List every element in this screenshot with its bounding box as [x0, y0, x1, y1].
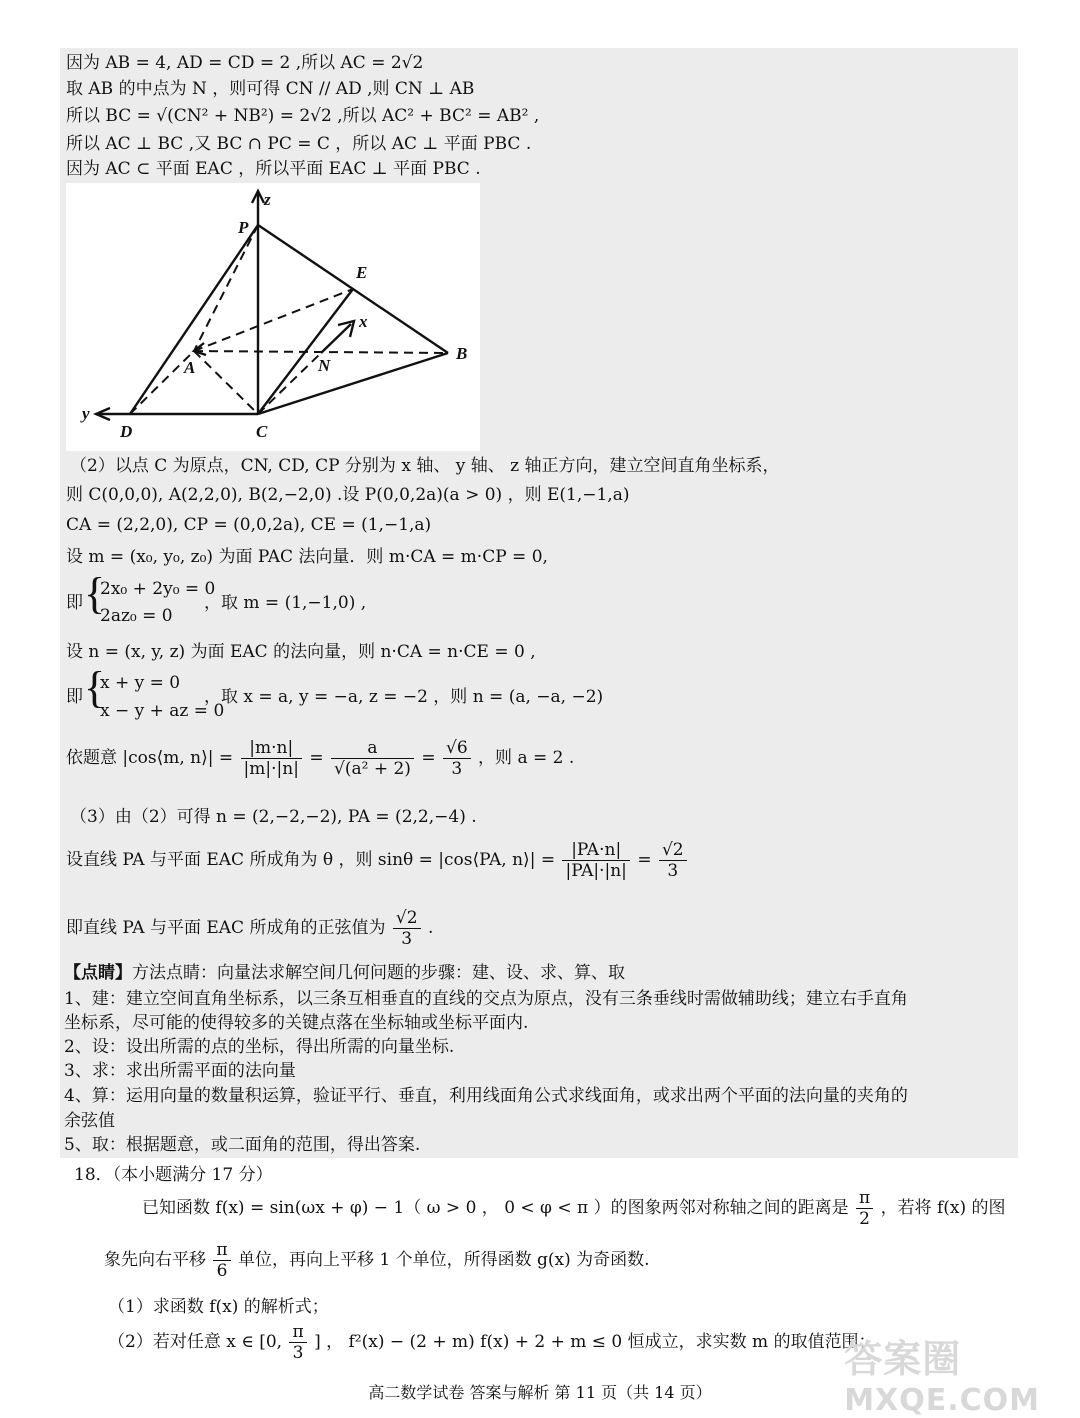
solution-line-1: 因为 AB = 4, AD = CD = 2 ,所以 AC = 2√2: [66, 53, 424, 73]
sin-fraction-1: $\frac{|PA\cdot n|}{|PA|\cdot|n|}$: [562, 840, 629, 881]
label-P: P: [238, 218, 249, 237]
edge-CB: [258, 353, 448, 414]
page-footer: 高二数学试卷 答案与解析 第 11 页（共 14 页）: [368, 1383, 712, 1402]
edge-AC: [194, 351, 258, 414]
solution-line-2: 取 AB 的中点为 N ，则可得 CN // AD ,则 CN ⊥ AB: [66, 79, 475, 99]
system1-tail: ，取 m = (1,−1,0) ,: [204, 593, 367, 613]
sin-fraction-2: $\frac{√2}{3}$: [659, 840, 687, 881]
cos-equation: 依题意 |cos⟨m, n⟩| = $\frac{|m\cdot n|}{|m|\cdot|n|}$ = $\frac{a}{\text{√(a² + 2)}}$ = $\frac{√6}{3}$ ，则 a = 2 .: [66, 738, 575, 779]
problem18-stem-1: 已知函数 f(x) = sin(ωx + φ) − 1（ ω > 0 ， 0 < φ < π ）的图象两邻对称轴之间的距离是 $\frac{\pi}{2}$ ，若将 f(x) 的图: [142, 1188, 1006, 1229]
part3-sin-equation: 设直线 PA 与平面 EAC 所成角为 θ ，则 sinθ = |cos⟨PA, n⟩| = $\frac{|PA\cdot n|}{|PA|\cdot|n|}$ = $\frac{√2}{3}$: [66, 840, 689, 881]
tip-step-4a: 4、算：运用向量的数量积运算，验证平行、垂直，利用线面角公式求线面角，或求出两个平面的法向量的夹角的: [64, 1086, 908, 1106]
solution-line-3: 所以 BC = √(CN² + NB²) = 2√2 ,所以 AC² + BC² = AB² ,: [66, 106, 540, 126]
part2-line-1: （2）以点 C 为原点，CN, CD, CP 分别为 x 轴、 y 轴、 z 轴正方向，建立空间直角坐标系，: [70, 456, 780, 476]
problem18-header: 18．（本小题满分 17 分）: [74, 1165, 273, 1185]
tip-step-5: 5、取：根据题意，或二面角的范围，得出答案.: [64, 1135, 421, 1155]
label-z: z: [264, 190, 271, 209]
tip-step-3: 3、求：求出所需平面的法向量: [64, 1061, 296, 1081]
edge-PA: [194, 225, 258, 351]
problem18-stem-2: 象先向右平移 $\frac{\pi}{6}$ 单位，再向上平移 1 个单位，所得函数 g(x) 为奇函数.: [104, 1240, 650, 1281]
part3-line-1: （3）由（2）可得 n = (2,−2,−2), PA = (2,2,−4) .: [70, 807, 477, 827]
system1-eq1: 2x₀ + 2y₀ = 0: [100, 579, 216, 599]
part2-vectors: CA = (2,2,0), CP = (0,0,2a), CE = (1,−1,a): [66, 515, 432, 535]
label-x: x: [359, 312, 368, 331]
tip-step-1a: 1、建：建立空间直角坐标系，以三条互相垂直的直线的交点为原点，没有三条垂线时需做辅助线；建立右手直角: [64, 989, 908, 1009]
label-B: B: [456, 344, 468, 363]
edge-PD: [130, 225, 258, 414]
system1-prefix: 即: [66, 593, 83, 613]
system1-eq2: 2az₀ = 0: [100, 606, 173, 626]
cos-fraction-2: $\frac{a}{\text{√(a² + 2)}}$: [331, 738, 414, 779]
tip-heading: 【点睛】方法点睛：向量法求解空间几何问题的步骤：建、设、求、算、取: [64, 963, 625, 983]
pyramid-figure: [66, 183, 480, 451]
label-N: N: [318, 356, 331, 375]
label-E: E: [356, 263, 368, 282]
solution-line-5: 因为 AC ⊂ 平面 EAC ，所以平面 EAC ⊥ 平面 PBC .: [66, 159, 481, 179]
part3-conclusion: 即直线 PA 与平面 EAC 所成角的正弦值为 $\frac{√2}{3}$ .: [66, 908, 434, 949]
tip-step-2: 2、设：设出所需的点的坐标，得出所需的向量坐标.: [64, 1037, 455, 1057]
label-A: A: [184, 358, 196, 377]
x-axis: [321, 324, 351, 353]
part2-normal-n: 设 n = (x, y, z) 为面 EAC 的法向量，则 n·CA = n·CE = 0 ,: [66, 642, 536, 662]
shift-fraction: $\frac{\pi}{6}$: [213, 1240, 230, 1281]
watermark-logo: 答案圈 MXQE.COM: [844, 1337, 1040, 1418]
distance-fraction: $\frac{\pi}{2}$: [856, 1188, 873, 1229]
pyramid-diagram: [66, 183, 480, 451]
system2-eq2: x − y + az = 0: [100, 701, 225, 721]
label-D: D: [120, 422, 133, 441]
system2-tail: ，取 x = a, y = −a, z = −2 ，则 n = (a, −a, −2): [204, 687, 604, 707]
sine-value-fraction: $\frac{√2}{3}$: [393, 908, 421, 949]
system1-brace: {: [84, 569, 106, 618]
part2-normal-m: 设 m = (x₀, y₀, z₀) 为面 PAC 法向量．则 m·CA = m·CP = 0,: [66, 547, 548, 567]
tip-step-4b: 余弦值: [64, 1111, 115, 1131]
cos-fraction-3: $\frac{√6}{3}$: [443, 738, 471, 779]
cos-prefix: 依题意 |cos⟨m, n⟩| =: [66, 748, 234, 768]
part2-line-2: 则 C(0,0,0), A(2,2,0), B(2,−2,0) .设 P(0,0,2a)(a > 0) ，则 E(1,−1,a): [66, 485, 630, 505]
interval-fraction: $\frac{\pi}{3}$: [289, 1322, 306, 1363]
label-y: y: [82, 404, 90, 423]
system2-eq1: x + y = 0: [100, 673, 181, 693]
tip-step-1b: 坐标系，尽可能的使得较多的关键点落在坐标轴或坐标平面内.: [64, 1013, 529, 1033]
solution-line-4: 所以 AC ⊥ BC ,又 BC ∩ PC = C ，所以 AC ⊥ 平面 PBC .: [66, 134, 532, 154]
system2-brace: {: [84, 663, 106, 712]
problem18-question-1: （1）求函数 f(x) 的解析式；: [108, 1297, 329, 1317]
cos-fraction-1: $\frac{|m\cdot n|}{|m|\cdot|n|}$: [241, 738, 302, 779]
problem18-question-2: （2）若对任意 x ∈ [0, $\frac{\pi}{3}$ ] ， f²(x) − (2 + m) f(x) + 2 + m ≤ 0 恒成立，求实数 m 的取值范围；: [108, 1322, 876, 1363]
system2-prefix: 即: [66, 687, 83, 707]
label-C: C: [256, 422, 268, 441]
